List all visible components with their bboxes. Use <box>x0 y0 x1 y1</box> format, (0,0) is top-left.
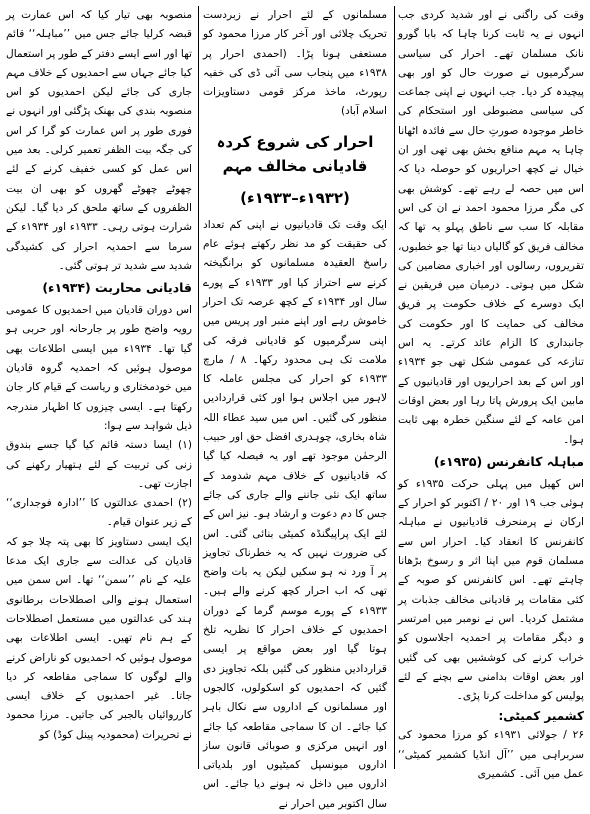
right-paragraph-2: اس کھیل میں پہلی حرکت ۱۹۳۵ء کو ہوئی جب ۱۹ اور ۲۰ / اکتوبر کو احرار کے ارکان نے پرمنحرف قادیانیوں نے مباہلہ کانفرنس کا انعقاد کیا۔ احرار اس سے مسلمان قوم میں اپنا اثر و رسوخ بڑھانا چاہتے تھے۔ اس کانفرنس کو صوبہ کے کئی مقامات پر قادیانی مخالف جذبات پر مشتمل کردیا۔ اس نے نومبر میں امرتسر و دیگر مقامات پر احمدیہ اجلاسوں کو خراب کرنے کی کوششیں بھی کی گئیں اور بعض اوقات بدامنی سے بچنے کے لئے پولیس کو مداخلت کرنا پڑی۔ <box>398 477 584 703</box>
kashmir-committee-heading: کشمیر کمیٹی: <box>498 709 584 724</box>
column-divider <box>198 6 199 769</box>
left-paragraph-2: اس دوران قادیان میں احمدیوں کا عمومی رویہ واضح طور پر جارحانہ اور حربی ہو گیا تھا۔ ۱۹۳۴ء میں ایسی اطلاعات بھی موصول ہوئیں کہ احمدیہ گروہ قادیان میں خودمختاری و ریاست کے قیام کار جان رکھتا ہے۔ ایسی چیزوں کا اظہار مندرجہ ذیل شواہد سے ہوا: <box>6 304 192 432</box>
campaign-years: (۱۹۳۲ء–۱۹۳۳ء) <box>240 188 350 207</box>
middle-paragraph-2: ایک وقت تک قادیانیوں نے اپنی کم تعداد کی حقیقت کو مد نظر رکھتے ہوئے عام راسخ العقیدہ مسلمانوں کو برانگیختہ کرنے سے احتراز کیا اور ۱۹۳۳ء کے پورے سال اور ۱۹۳۴ء کے کچھ عرصہ تک احرار خاموش رہے اور اپنے منبر اور پریس میں اپنی سرگرمیوں کو قادیانی فرقہ کی ملامت تک ہی محدود رکھا۔ ۸ / مارچ ۱۹۳۳ء کو احرار کی مجلس عاملہ کا لاہور میں اجلاس ہوا اور کئی قراردادیں منظور کی گئیں۔ اس میں سید عطاء اللہ شاہ بخاری، چوہدری افضل حق اور حبیب الرحمٰن موجود تھے اور یہ فیصلہ کیا گیا کہ قادیانیوں کے خلاف مہم شدومد کے ساتھ ایک نئی جاننے والے جاری کی جائے جس کا دم دعوت و ارشاد ہو۔ نیز اس کے لئے ایک پراپیگنڈہ کمیٹی بنائی گئی۔ اس کی ضرورت نہیں کہ یہ خطرناک تجاویز پر آ ورد نہ ہو سکیں لیکن یہ بات واضح تھی کہ اب احرار کچھ کرنے والے ہیں۔ ۱۹۳۳ء کے پورے موسم گرما کے دوران احمدیوں کے خلاف احرار کا نظریہ تلخ ہوتا گیا اور بعض مواقع پر ایسی قراردادیں منظور کی گئیں بلکہ تجاویز دی گئیں کہ احمدیوں کو اسکولوں، کالجوں اور مسلمانوں کے اداروں سے نکال باہر کیا جائے۔ ان کا سماجی مقاطعہ کیا جائے اور انہیں مرکزی و صوبائی قانون ساز اداروں میونسپل کمیٹیوں اور بلدیاتی اداروں میں داخل نہ ہونے دیا جائے۔ اس سال اکتوبر میں احرار نے <box>203 218 387 810</box>
left-paragraph-1: منصوبہ بھی تیار کیا کہ اس عمارت پر قبضہ کرلیا جائے جس میں ’’مباہلہ‘‘ قائم تھا اور اسے ایسے دفتر کے طور پر استعمال کیا جائے جہاں سے احمدیوں کے خلاف مہم جاری کی جائے لیکن احمدیوں کو اس منصوبہ بندی کی بھنک پڑگئی اور انہوں نے فوری طور پر اس عمارت کو گرا کر اس کی جگہ بیت الظفر تعمیر کرلی۔ بعد میں اس عمل کو کسی خفیف کرنے کے لئے چھوٹے چھوٹے گھروں کو بھی ان بیت الظفروں کے ساتھ ملحق کر دیا گیا۔ لیکن شرارت ہوتی رہی۔ ۱۹۳۳ء اور ۱۹۳۴ء کے سرما سے احمدیہ احرار کی کشیدگی شدید سے شدید تر ہوتی گئی۔ <box>6 9 192 272</box>
qadiani-belligerence-heading: قادیانی محاربت (۱۹۳۴ء) <box>42 280 192 296</box>
list-item-2: (۲) احمدی عدالتوں کا ’’ادارہ فوجداری‘‘ کے زیر عنوان قیام۔ <box>6 497 192 529</box>
ahrar-campaign-heading: احرار کی شروع کردہ قادیانی مخالف مہم <box>216 132 374 175</box>
middle-column <box>203 6 387 810</box>
list-item-1: (۱) ایسا دستہ قائم کیا گیا جسے بندوق زنی کی تربیت کے لئے ہتھیار رکھنے کی اجازت تھی۔ <box>6 439 192 490</box>
mubahila-conference-heading: مباہلہ کانفرنس (۱۹۳۵ء) <box>433 453 584 469</box>
right-paragraph-1: وقت کی راگنی نے اور شدید کردی جب انہوں نے یہ ثابت کرنا چاہا کہ بابا گورو نانک مسلمان تھے۔ احرار کی سیاسی سرگرمیوں نے صورت حال کو اور بھی پیچیدہ کر دیا۔ جب انہوں نے اپنی جماعت کی سیاسی مضبوطی اور استحکام کی خاطر موجودہ صورتِ حال سے فائدہ اٹھانا چاہا یہ مہم منافع بخش بھی تھی اور ان خیال نے کچھ احراریوں کو حوصلہ دیا کہ اس میں حصہ لے رہے تھے۔ کوشش بھی کی مگر مرزا محمود احمد نے ان کی اس مقابلہ کا سب سے ناطق پہلو یہ تھا کہ مخالف فریق کو گالیاں دینا تھا جو خطبوں، تقریروں، رسالوں اور اخباری مضامین کی شکل میں ہوتی۔ درمیان میں فریقین نے ایک دوسرے کے خلاف حکومت پر فریق مخالف کی حمایت کا اور حکومت کی جانبداری کا الزام عائد کرتے۔ یہ اس تنازعہ کی عمومی شکل تھی جو ۱۹۳۴ء اور اس کے بعد احراریوں اور قادیانیوں کے مابین ایک پرورش پاتا رہا اور بعض اوقات امن عامہ کے لئے سنگین خطرہ بھی ثابت ہوا۔ <box>398 9 584 446</box>
right-paragraph-3: ۲۶ / جولائی ۱۹۳۱ء کو مرزا محمود کی سربراہی میں ’’آل انڈیا کشمیر کمیٹی‘‘ عمل میں آئی۔ کشمیری <box>398 729 585 780</box>
middle-paragraph-1: مسلمانوں کے لئے احرار نے زبردست تحریک چلائی اور آخر کار مرزا محمود کو مستعفی ہونا پڑا۔ (احمدی احرار پر ۱۹۳۸ء میں پنجاب سی آئی ڈی کی خفیہ رپورٹ، ماخذ مرکز قومی دستاویزات اسلام آباد) <box>203 9 387 118</box>
left-column <box>6 6 192 769</box>
column-divider <box>394 6 395 769</box>
right-column <box>398 6 585 780</box>
left-paragraph-3: ایک ایسی دستاویز کا بھی پتہ چلا جو کہ قادیان کی عدالت سے جاری ایک مدعا علیہ کے نام ’’سمن‘‘ تھا۔ اس سمن میں استعمال ہونے والی اصطلاحات برطانوی ہند کی عدالتوں میں مستعمل اصطلاحات کے ہم نام تھیں۔ ایسی اطلاعات بھی موصول ہوئیں کہ احمدیوں کو ناراض کرنے والے لوگوں کا سماجی مقاطعہ کر دیا جاتا۔ غیر احمدیوں کے خلاف ایسی کارروائیاں بالجبر کی جاتیں۔ مرزا محمود نے تحریرات (محمودیہ پینل کوڈ) کو <box>6 535 192 741</box>
